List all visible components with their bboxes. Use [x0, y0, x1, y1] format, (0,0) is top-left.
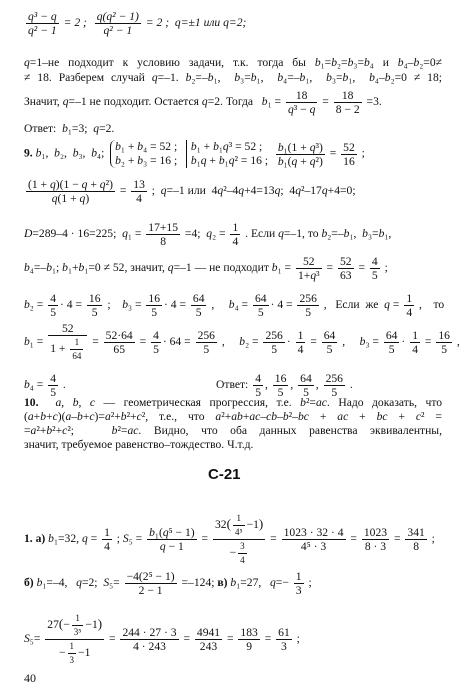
line-1: $\frac{\text{q³ − q}}{\text{q² − 1}}$ = 2 ; $\frac{\text{q(q² − 1)}}{\text{q² − 1}}$ = 2 ; q=±1 или q=2;: [28, 10, 247, 37]
line-6: 9. b₁, b₂, b₃, b₄; b₁ + b₄ = 52 ; b₂ + b₃ = 16 ; b₁ + b₁q³ = 52 ; b₁q + b₁q² = 16 ; $\frac{\text{b₁(1 + q³)}}{\text{b₁(q + q²)}}$ = $\frac{52}{16}$ ;: [24, 140, 365, 168]
line-11: b₁ = 52 1 + $\frac{1}{64}$ = $\frac{52\cdot 64}{65}$ = $\frac{4}{5}$ · 64 = $\frac{256}{5}$ , b₂ = $\frac{256}{5}$ · $\frac{1}{4}$ = $\frac{64}{5}$ , b₃ = $\frac{64}{5}$ · $\frac{1}{4}$ = $\frac{16}{5}$ ,: [24, 322, 460, 361]
line-17: 1. а) b₁=32, q = $\frac{1}{4}$ ; S₅ = $\frac{\text{b₁(q⁵ − 1)}}{q - 1}$ = 32( $\frac{1}{\text{4⁵}}$ −1) − $\frac{3}{4}$ = $\frac{1023 \cdot 32 \cdot 4}{\text{4⁵ · 3}}$ = $\frac{1023}{8 \cdot 3}$ = $\frac{341}{8}$ ;: [24, 513, 435, 565]
page-number: 40: [24, 671, 36, 685]
line-16: значит, требуемое равенство–тождество. Ч.т.д.: [24, 438, 254, 451]
line-10: b₂ = $\frac{4}{5}$ · 4 = $\frac{16}{5}$ ; b₃ = $\frac{16}{5}$ · 4 = $\frac{64}{5}$ , b₄ = $\frac{64}{5}$ · 4 = $\frac{256}{5}$ , Если же q = $\frac{1}{4}$ , то: [24, 292, 445, 319]
line-8: D=289–4 · 16=225; q₁ = $\frac{17+15}{8}$ =4; q₂ = $\frac{1}{4}$ . Если q=–1, то b₂=–b₁, b₃=b₁,: [24, 221, 392, 248]
line-14: (a+b+c)(a–b+c)=a²+b²+c², т.е., что a²+ab+ac–cb–b²–bc + ac + bc + c² =: [24, 410, 442, 423]
line-7: $\frac{\text{(1 + q)(1 − q + q²)}}{q(1 + q)}$ = $\frac{13}{4}$ ; q=–1 или 4q²–4q+4=13q; 4q²–17q+4=0;: [28, 178, 356, 205]
section-heading: С-21: [208, 466, 241, 483]
line-15: =a²+b²+c²; b²=ac. Видно, что оба данных равенства эквивалентны,: [24, 424, 442, 437]
line-4: Значит, q=–1 не подходит. Остается q=2. Тогда b₁ = $\frac{18}{\text{q³ − q}}$ = $\frac{18}{8 - 2}$ =3.: [24, 89, 382, 116]
line-5: Ответ: b₁=3; q=2.: [24, 122, 115, 135]
line-9: b₄=–b₁; b₁+b₁=0 ≠ 52, значит, q=–1 — не подходит b₁ = $\frac{52}{\text{1+q³}}$ = $\frac{52}{63}$ = $\frac{4}{5}$ ;: [24, 255, 388, 282]
line-19: S₅= 27(− $\frac{1}{\text{3⁵}}$ −1) − $\frac{1}{3}$ −1 = $\frac{244 \cdot 27 \cdot 3}{4 \cdot 243}$ = $\frac{4941}{243}$ = $\frac{183}{9}$ = $\frac{61}{3}$ ;: [24, 613, 300, 665]
line-3: ≠ 18. Разберем случай q=–1. b₂=–b₁, b₃=b₁, b₄=–b₁, b₃=b₁, b₄–b₂=0 ≠ 18;: [24, 71, 442, 84]
line-2: q=1–не подходит к условию задачи, т.к. тогда бы b₁=b₂=b₃=b₄ и b₄–b₂=0≠: [24, 56, 442, 69]
line-18: б) b₁=–4, q=2; S₅= $\frac{\text{−4(2⁵ − 1)}}{2 - 1}$ =–124; в) b₁=27, q=− $\frac{1}{3}$ ;: [24, 570, 312, 597]
line-13: 10. a, b, c — геометрическая прогрессия, т.е. b²=ac. Надо доказать, что: [24, 396, 443, 409]
line-12: b₄ = $\frac{4}{5}$ . Ответ: $\frac{4}{5}$ , $\frac{16}{5}$ , $\frac{64}{5}$ , $\frac{256}{5}$ .: [24, 372, 353, 399]
